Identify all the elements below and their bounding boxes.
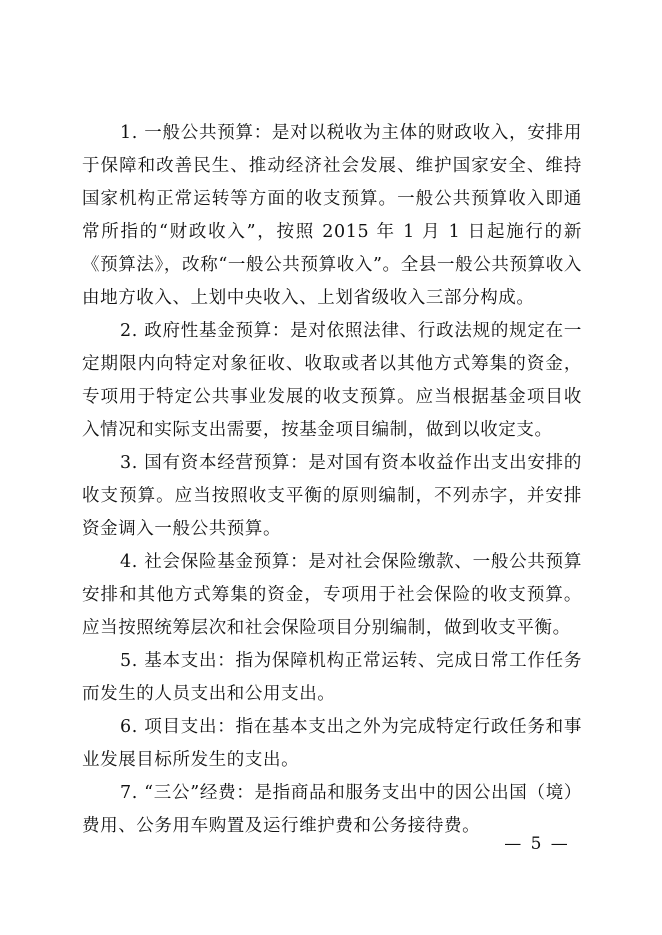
page-number: — 5 — xyxy=(504,834,570,854)
paragraph-three-public-expenses: 7. “三公”经费：是指商品和服务支出中的因公出国（境）费用、公务用车购置及运行维护费和公务接待费。 xyxy=(82,783,582,836)
paragraph-project-expenditure: 6. 项目支出：指在基本支出之外为完成特定行政任务和事业发展目标所发生的支出。 xyxy=(82,717,582,770)
paragraph-state-capital-budget: 3. 国有资本经营预算：是对国有资本收益作出支出安排的收支预算。应当按照收支平衡的原则编制，不列赤字，并安排资金调入一般公共预算。 xyxy=(82,453,582,539)
paragraph-government-fund-budget: 2. 政府性基金预算：是对依照法律、行政法规的规定在一定期限内向特定对象征收、收取或者以其他方式筹集的资金，专项用于特定公共事业发展的收支预算。应当根据基金项目收入情况和实际支出需要，按基金项目编制，做到以收定支。 xyxy=(82,321,582,440)
paragraph-basic-expenditure: 5. 基本支出：指为保障机构正常运转、完成日常工作任务而发生的人员支出和公用支出。 xyxy=(82,651,582,704)
body-text xyxy=(82,117,582,843)
paragraph-general-public-budget: 1. 一般公共预算：是对以税收为主体的财政收入，安排用于保障和改善民生、推动经济社会发展、维护国家安全、维持国家机构正常运转等方面的收支预算。一般公共预算收入即通常所指的“财政收入”，按照 2015 年 1 月 1 日起施行的新《预算法》，改称“一般公共预算收入”。全县一般公共预算收入由地方收入、上划中央收入、上划省级收入三部分构成。 xyxy=(82,123,582,308)
paragraph-social-insurance-budget: 4. 社会保险基金预算：是对社会保险缴款、一般公共预算安排和其他方式筹集的资金，专项用于社会保险的收支预算。应当按照统筹层次和社会保险项目分别编制，做到收支平衡。 xyxy=(82,552,582,638)
